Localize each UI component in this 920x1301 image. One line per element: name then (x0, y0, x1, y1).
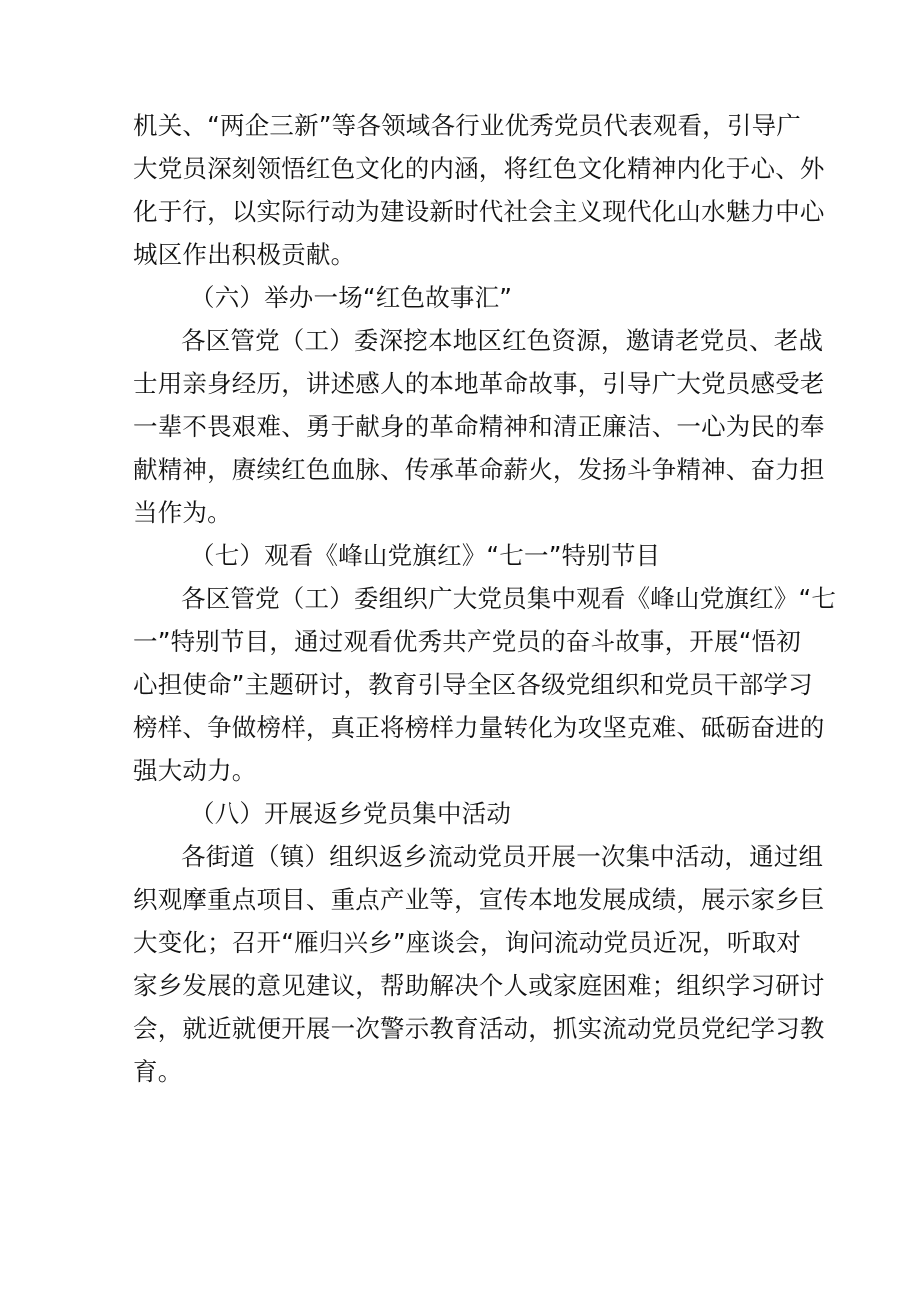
body-text-line: 大变化；召开“雁归兴乡”座谈会，询问流动党员近况，听取对 (133, 928, 801, 957)
body-text-line: 当作为。 (133, 498, 232, 527)
section-heading: （六）举办一场“红色故事汇” (190, 283, 513, 312)
body-text-line: 献精神，赓续红色血脉、传承革命薪火，发扬斗争精神、奋力担 (133, 455, 825, 484)
body-text-line: 强大动力。 (133, 756, 257, 785)
body-text-line: 一”特别节目，通过观看优秀共产党员的奋斗故事，开展“悟初 (133, 627, 801, 656)
body-text-line: 一辈不畏艰难、勇于献身的革命精神和清正廉洁、一心为民的奉 (133, 412, 825, 441)
body-text-line: 化于行，以实际行动为建设新时代社会主义现代化山水魅力中心 (133, 197, 825, 226)
body-text-line: 士用亲身经历，讲述感人的本地革命故事，引导广大党员感受老 (133, 369, 825, 398)
body-text-line: 各区管党（工）委深挖本地区红色资源，邀请老党员、老战 (181, 326, 824, 355)
section-heading: （八）开展返乡党员集中活动 (190, 799, 512, 828)
body-text-line: 各区管党（工）委组织广大党员集中观看《峰山党旗红》“七 (181, 584, 837, 613)
body-text-line: 城区作出积极贡献。 (133, 240, 356, 269)
body-text-line: 育。 (133, 1057, 183, 1086)
body-text-line: 大党员深刻领悟红色文化的内涵，将红色文化精神内化于心、外 (133, 154, 825, 183)
body-text-line: 心担使命”主题研讨，教育引导全区各级党组织和党员干部学习 (133, 670, 813, 699)
section-heading: （七）观看《峰山党旗红》“七一”特别节目 (190, 541, 661, 570)
body-text-line: 织观摩重点项目、重点产业等，宣传本地发展成绩，展示家乡巨 (133, 885, 825, 914)
body-text-line: 榜样、争做榜样，真正将榜样力量转化为攻坚克难、砥砺奋进的 (133, 713, 825, 742)
body-text-line: 各街道（镇）组织返乡流动党员开展一次集中活动，通过组 (181, 842, 824, 871)
body-text-line: 会，就近就便开展一次警示教育活动，抓实流动党员党纪学习教 (133, 1014, 825, 1043)
body-text-line: 机关、“两企三新”等各领域各行业优秀党员代表观看，引导广 (133, 111, 801, 140)
body-text-line: 家乡发展的意见建议，帮助解决个人或家庭困难；组织学习研讨 (133, 971, 825, 1000)
